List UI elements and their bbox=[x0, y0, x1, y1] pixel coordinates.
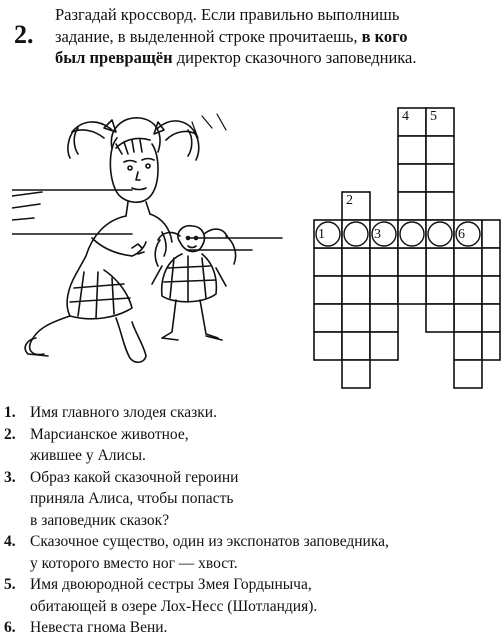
instruction-line-3 bbox=[55, 47, 495, 69]
instruction-bold-text: был превращён bbox=[55, 48, 173, 67]
crossword-cell[interactable] bbox=[482, 276, 500, 304]
crossword-cell[interactable] bbox=[342, 332, 370, 360]
crossword-cell[interactable] bbox=[426, 164, 454, 192]
task-instructions bbox=[55, 4, 495, 69]
crossword-number-6: 6 bbox=[458, 227, 465, 242]
crossword-cell[interactable] bbox=[370, 276, 398, 304]
crossword-highlight-cell[interactable] bbox=[398, 220, 426, 248]
clue-list bbox=[4, 402, 499, 639]
crossword-cell[interactable] bbox=[342, 276, 370, 304]
clue-item bbox=[4, 574, 499, 617]
crossword-cell[interactable] bbox=[454, 360, 482, 388]
clue-item bbox=[4, 424, 499, 467]
crossword-cell[interactable] bbox=[482, 332, 500, 360]
clue-text: Имя главного злодея сказки. bbox=[30, 404, 217, 421]
crossword-cell[interactable] bbox=[398, 248, 426, 276]
crossword-cell[interactable] bbox=[342, 304, 370, 332]
task-number: 2. bbox=[14, 20, 34, 49]
clue-text: в заповедник сказок? bbox=[30, 511, 170, 529]
crossword-cell[interactable] bbox=[398, 276, 426, 304]
crossword-cell[interactable] bbox=[426, 248, 454, 276]
crossword-highlight-cell[interactable] bbox=[482, 220, 500, 248]
clue-item bbox=[4, 617, 499, 639]
crossword-cell[interactable] bbox=[342, 248, 370, 276]
crossword-cell[interactable] bbox=[314, 332, 342, 360]
clue-text: жившее у Алисы. bbox=[30, 447, 146, 464]
crossword-cell[interactable] bbox=[398, 136, 426, 164]
clue-text: обитающей в озере Лох-Несс (Шотландия). bbox=[30, 597, 318, 615]
crossword-cell[interactable] bbox=[482, 248, 500, 276]
crossword-cell[interactable] bbox=[426, 136, 454, 164]
crossword-cell[interactable] bbox=[314, 248, 342, 276]
crossword-cell[interactable] bbox=[370, 332, 398, 360]
crossword-cell[interactable] bbox=[314, 276, 342, 304]
crossword-cell[interactable] bbox=[482, 304, 500, 332]
crossword-cell[interactable] bbox=[370, 248, 398, 276]
clue-number: 4. bbox=[4, 533, 16, 550]
crossword-number-1: 1 bbox=[318, 227, 325, 242]
crossword-cell[interactable] bbox=[454, 304, 482, 332]
crossword-cell[interactable] bbox=[454, 332, 482, 360]
illustration-girl-with-doll bbox=[12, 108, 296, 384]
crossword-cell[interactable] bbox=[314, 304, 342, 332]
crossword-cell[interactable] bbox=[426, 192, 454, 220]
crossword-number-5: 5 bbox=[430, 109, 437, 124]
clue-item bbox=[4, 531, 499, 574]
crossword-highlight-cell[interactable] bbox=[342, 220, 370, 248]
crossword-cell[interactable] bbox=[426, 304, 454, 332]
clue-text: Невеста гнома Вени. bbox=[30, 619, 168, 636]
crossword-cell[interactable] bbox=[342, 360, 370, 388]
crossword-number-2: 2 bbox=[346, 193, 353, 208]
crossword-cell[interactable] bbox=[398, 164, 426, 192]
clue-text: Имя двоюродной сестры Змея Гордыныча, bbox=[30, 576, 312, 593]
instruction-line-2 bbox=[55, 26, 495, 48]
clue-item bbox=[4, 467, 499, 532]
crossword-number-3: 3 bbox=[374, 227, 381, 242]
clue-text: Сказочное существо, один из экспонатов заповедника, bbox=[30, 533, 389, 550]
crossword-cell[interactable] bbox=[454, 276, 482, 304]
clue-text: Образ какой сказочной героини bbox=[30, 468, 239, 486]
clue-number: 1. bbox=[4, 404, 16, 421]
instruction-line-1: Разгадай кроссворд. Если правильно выполнишь bbox=[55, 5, 400, 24]
instruction-bold-text: в кого bbox=[361, 26, 408, 46]
clue-text: Марсианское животное, bbox=[30, 425, 189, 443]
crossword-cell[interactable] bbox=[454, 248, 482, 276]
clue-number: 5. bbox=[4, 576, 16, 593]
clue-number: 6. bbox=[4, 619, 16, 636]
instruction-text: задание, в выделенной строке прочитаешь, bbox=[55, 26, 362, 46]
clue-number: 3. bbox=[4, 468, 16, 486]
clue-number: 2. bbox=[4, 425, 16, 443]
clue-text: приняла Алиса, чтобы попасть bbox=[30, 490, 234, 507]
crossword-cell[interactable] bbox=[398, 192, 426, 220]
crossword-grid bbox=[298, 100, 503, 390]
clue-item bbox=[4, 402, 499, 424]
crossword-cell[interactable] bbox=[370, 304, 398, 332]
crossword-number-4: 4 bbox=[402, 109, 409, 124]
clue-text: у которого вместо ног — хвост. bbox=[30, 554, 238, 572]
instruction-text: директор сказочного заповедника. bbox=[172, 48, 417, 67]
crossword-cell[interactable] bbox=[426, 276, 454, 304]
crossword-highlight-cell[interactable] bbox=[426, 220, 454, 248]
